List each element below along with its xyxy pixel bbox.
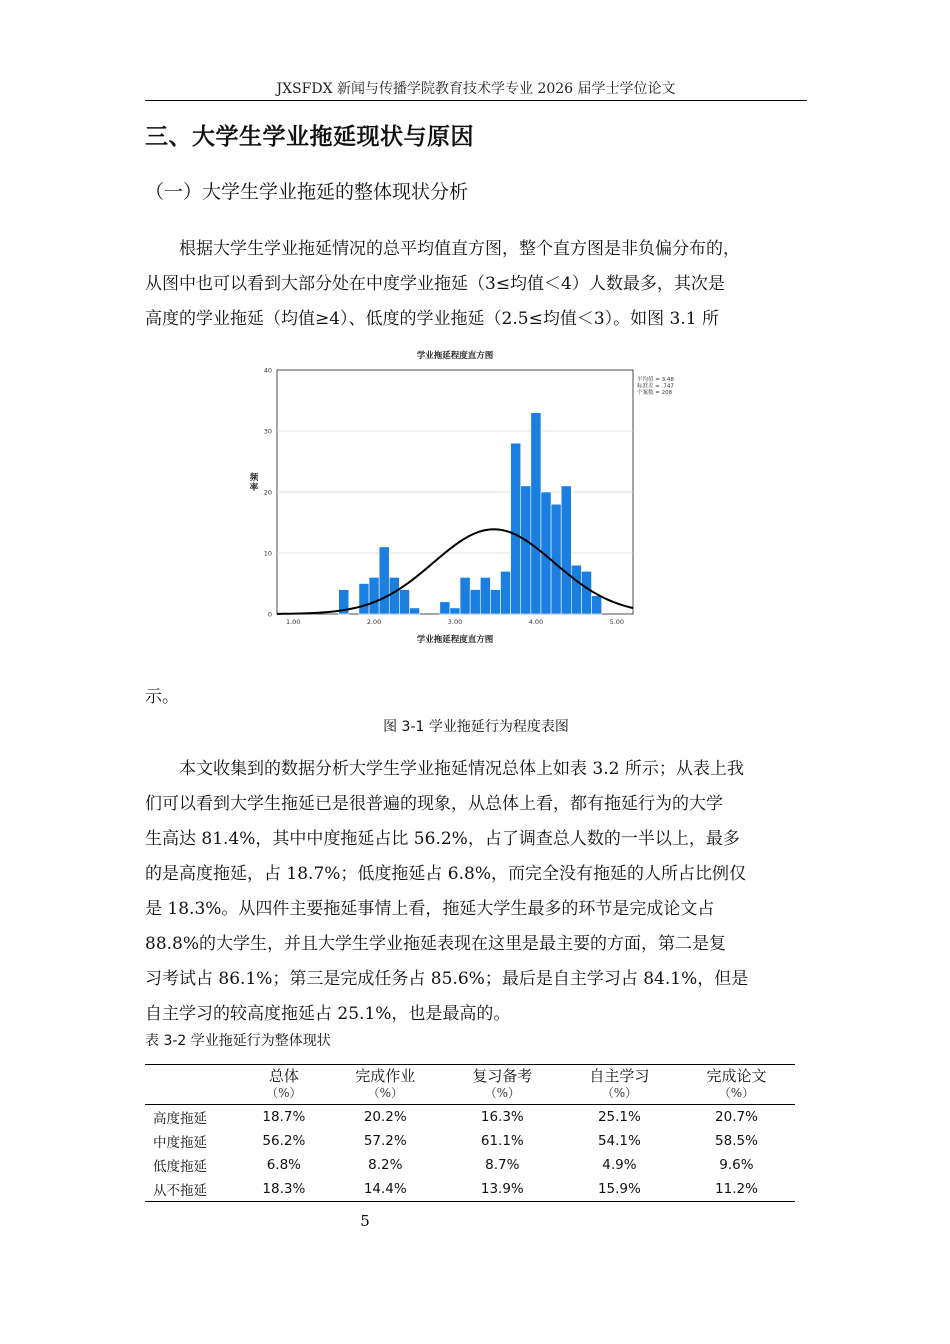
table-header-cell (241, 1065, 327, 1105)
histogram-bar (389, 577, 399, 614)
running-header: JXSFDX 新闻与传播学院教育技术学专业 2026 届学士学位论文 (276, 81, 676, 97)
table-caption: 表 3-2 学业拖延行为整体现状 (145, 1033, 331, 1049)
histogram-bar (592, 596, 602, 614)
paragraph-line: 生高达 81.4%，其中中度拖延占比 56.2%，占了调查总人数的一半以上，最多 (145, 829, 740, 849)
histogram-bar (399, 590, 409, 614)
table-row (145, 1177, 795, 1202)
column-name: 复习备考 (472, 1067, 533, 1085)
histogram-bar (440, 602, 450, 614)
paragraph-line: 习考试占 86.1%；第三是完成任务占 85.6%；最后是自主学习占 84.1%，但是 (145, 969, 749, 989)
x-tick-label: 2.00 (366, 618, 382, 626)
histogram-bar (551, 504, 561, 614)
table-row (145, 1105, 795, 1130)
row-label: 中度拖延 (153, 1135, 207, 1151)
table-cell: 18.3% (262, 1181, 306, 1197)
table-header-cell (678, 1065, 795, 1105)
column-unit: （%） (718, 1086, 755, 1100)
paragraph-line: 88.8%的大学生，并且大学生学业拖延表现在这里是最主要的方面，第二是复 (145, 934, 727, 954)
table-cell: 9.6% (719, 1157, 754, 1173)
histogram-bar (490, 590, 500, 614)
y-tick-label: 30 (263, 427, 272, 436)
histogram-bar (511, 443, 521, 614)
histogram-bar (379, 547, 389, 614)
legend-stat: 标准差 = .747 (637, 383, 674, 390)
table-cell: 8.2% (368, 1157, 403, 1173)
table-cell: 54.1% (597, 1133, 641, 1149)
paragraph-line: 们可以看到大学生拖延已是很普遍的现象，从总体上看，都有拖延行为的大学 (145, 794, 723, 814)
figure-caption: 图 3-1 学业拖延行为程度表图 (383, 719, 569, 735)
chart-title: 学业拖延程度直方图 (416, 351, 494, 361)
legend-stat: 平均值 = 3.48 (637, 377, 674, 383)
x-tick-label: 1.00 (285, 618, 301, 626)
legend-stat: 个案数 = 208 (637, 390, 673, 396)
histogram-svg (240, 340, 680, 660)
histogram-bar (581, 571, 591, 614)
paragraph-line: 示。 (145, 687, 179, 707)
table-cell: 18.7% (262, 1109, 306, 1125)
table-cell: 20.2% (363, 1109, 407, 1125)
table-header-cell (444, 1065, 561, 1105)
histogram-bar (369, 577, 379, 614)
paragraph-1 (145, 232, 810, 337)
y-tick-label: 20 (263, 488, 272, 497)
histogram-bar (480, 577, 490, 614)
table-cell: 20.7% (715, 1109, 758, 1125)
histogram-bar (470, 590, 480, 614)
paragraph-1-tail (145, 680, 810, 715)
column-name: 完成论文 (706, 1067, 767, 1085)
y-axis-label-char: 率 (249, 483, 259, 493)
table-cell: 8.7% (485, 1157, 520, 1173)
row-label: 高度拖延 (153, 1111, 207, 1127)
column-unit: （%） (266, 1086, 302, 1100)
row-label: 从不拖延 (153, 1183, 207, 1199)
y-tick-label: 10 (263, 549, 272, 558)
section-title: 三、大学生学业拖延现状与原因 (145, 124, 474, 150)
histogram-bar (359, 584, 369, 615)
y-tick-label: 0 (267, 610, 272, 619)
x-tick-label: 5.00 (609, 618, 625, 626)
y-axis-label-char: 频 (249, 473, 259, 483)
histogram-bar (521, 486, 531, 614)
y-axis-label (250, 472, 259, 493)
histogram-bar (561, 486, 571, 614)
column-unit: （%） (367, 1086, 403, 1100)
column-name: 自主学习 (589, 1067, 650, 1085)
histogram-bar (460, 577, 470, 614)
table-cell: 16.3% (480, 1109, 524, 1125)
data-table (145, 1064, 795, 1202)
page-number: 5 (360, 1212, 370, 1230)
histogram-bar (501, 571, 511, 614)
table-cell: 15.9% (597, 1181, 641, 1197)
subsection-title: （一）大学生学业拖延的整体现状分析 (145, 181, 469, 203)
column-name: 总体 (268, 1067, 299, 1085)
histogram-bar (450, 608, 460, 614)
table-header-corner (145, 1065, 241, 1105)
table-row (145, 1153, 795, 1177)
column-unit: （%） (484, 1086, 521, 1100)
paragraph-line: 高度的学业拖延（均值≥4）、低度的学业拖延（2.5≤均值＜3）。如图 3.1 所 (145, 309, 719, 329)
paragraph-line: 是 18.3%。从四件主要拖延事情上看，拖延大学生最多的环节是完成论文占 (145, 899, 715, 919)
table-cell: 11.2% (715, 1181, 758, 1197)
column-unit: （%） (601, 1086, 638, 1100)
paragraph-line: 根据大学生学业拖延情况的总平均值直方图，整个直方图是非负偏分布的， (145, 239, 740, 259)
paragraph-line: 从图中也可以看到大部分处在中度学业拖延（3≤均值＜4）人数最多，其次是 (145, 274, 725, 294)
y-tick-label: 40 (263, 366, 272, 375)
table-cell: 13.9% (480, 1181, 524, 1197)
table-row (145, 1129, 795, 1153)
row-label: 低度拖延 (153, 1159, 207, 1175)
table-cell: 25.1% (597, 1109, 641, 1125)
paragraph-2 (145, 752, 810, 1032)
histogram-bar (571, 565, 581, 614)
table-cell: 56.2% (262, 1133, 306, 1149)
histogram-chart (240, 340, 680, 660)
table-cell: 61.1% (480, 1133, 524, 1149)
histogram-bar (409, 608, 419, 614)
table-header-cell (561, 1065, 678, 1105)
x-tick-label: 4.00 (528, 618, 544, 626)
paragraph-line: 的是高度拖延，占 18.7%；低度拖延占 6.8%，而完全没有拖延的人所占比例仅 (145, 864, 747, 884)
column-name: 完成作业 (355, 1067, 416, 1085)
table-header-row (145, 1065, 795, 1105)
table-cell: 57.2% (363, 1133, 407, 1149)
table-header-cell (327, 1065, 444, 1105)
paragraph-line: 本文收集到的数据分析大学生学业拖延情况总体上如表 3.2 所示；从表上我 (145, 759, 744, 779)
x-tick-label: 3.00 (447, 618, 463, 626)
header-rule (145, 100, 807, 101)
table-cell: 4.9% (602, 1157, 637, 1173)
table-cell: 14.4% (363, 1181, 407, 1197)
x-axis-label: 学业拖延程度直方图 (416, 635, 494, 645)
paragraph-line: 自主学习的较高度拖延占 25.1%，也是最高的。 (145, 1004, 511, 1024)
table-cell: 6.8% (266, 1157, 302, 1173)
table-cell: 58.5% (715, 1133, 758, 1149)
histogram-bar (531, 413, 541, 614)
